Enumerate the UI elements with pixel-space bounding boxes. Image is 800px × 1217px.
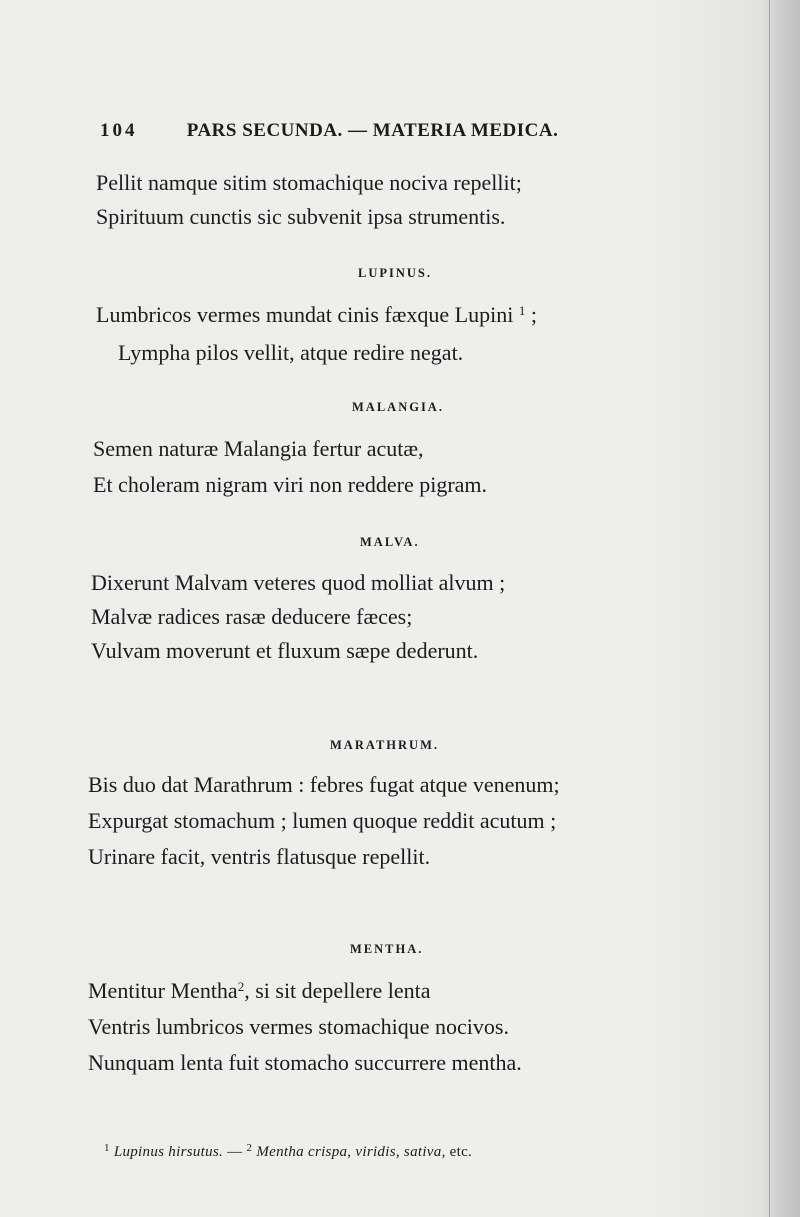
verse-line: Lympha pilos vellit, atque redire negat. [118,340,464,365]
verse-line: Pellit namque sitim stomachique nociva repellit; [96,170,522,195]
footnote-number: 2 [246,1142,253,1154]
verse-line: Ventris lumbricos vermes stomachique nocivos. [88,1014,509,1039]
footnote-text: Lupinus hirsutus. [113,1144,224,1160]
verse-line: Bis duo dat Marathrum : febres fugat atque venenum; [88,772,560,797]
verse-line: Mentitur Mentha$^2$, si sit depellere lenta [88,978,431,1003]
verse-line: Malvæ radices rasæ deducere fæces; [91,604,413,629]
page-edge [769,0,770,1217]
running-header [100,120,620,142]
footnote-text: Mentha crispa, viridis, sativa, [256,1144,446,1160]
footnote-ref: 2 [237,979,245,994]
section-heading: MALANGIA. [352,400,444,414]
section-heading: MENTHA. [350,942,424,956]
section-heading: MARATHRUM. [330,738,439,752]
footnotes: $^1$ Lupinus hirsutus. — $^2$ Mentha crispa, viridis, sativa, etc. [104,1142,473,1160]
section-heading: MALVA. [360,535,420,549]
verse-line: Et choleram nigram viri non reddere pigram. [93,472,488,497]
verse-line: Lumbricos vermes mundat cinis fæxque Lupini $^1$ ; [96,302,537,327]
running-title: PARS SECUNDA. — MATERIA MEDICA. [186,120,559,141]
footnote-number: 1 [104,1142,110,1154]
verse-line: Expurgat stomachum ; lumen quoque reddit acutum ; [88,808,557,833]
verse-line: Nunquam lenta fuit stomacho succurrere mentha. [88,1050,522,1075]
verse-line: Spirituum cunctis sic subvenit ipsa strumentis. [96,204,506,229]
page-number: 104 [100,120,138,141]
verse-line: Semen naturæ Malangia fertur acutæ, [93,436,424,461]
verse-line: Vulvam moverunt et fluxum sæpe dederunt. [91,638,479,663]
footnote-ref: 1 [518,303,526,318]
book-spine-shadow [762,0,800,1217]
verse-line: Dixerunt Malvam veteres quod molliat alvum ; [91,570,506,595]
section-heading: LUPINUS. [358,266,432,280]
verse-line: Urinare facit, ventris flatusque repellit. [88,844,431,869]
